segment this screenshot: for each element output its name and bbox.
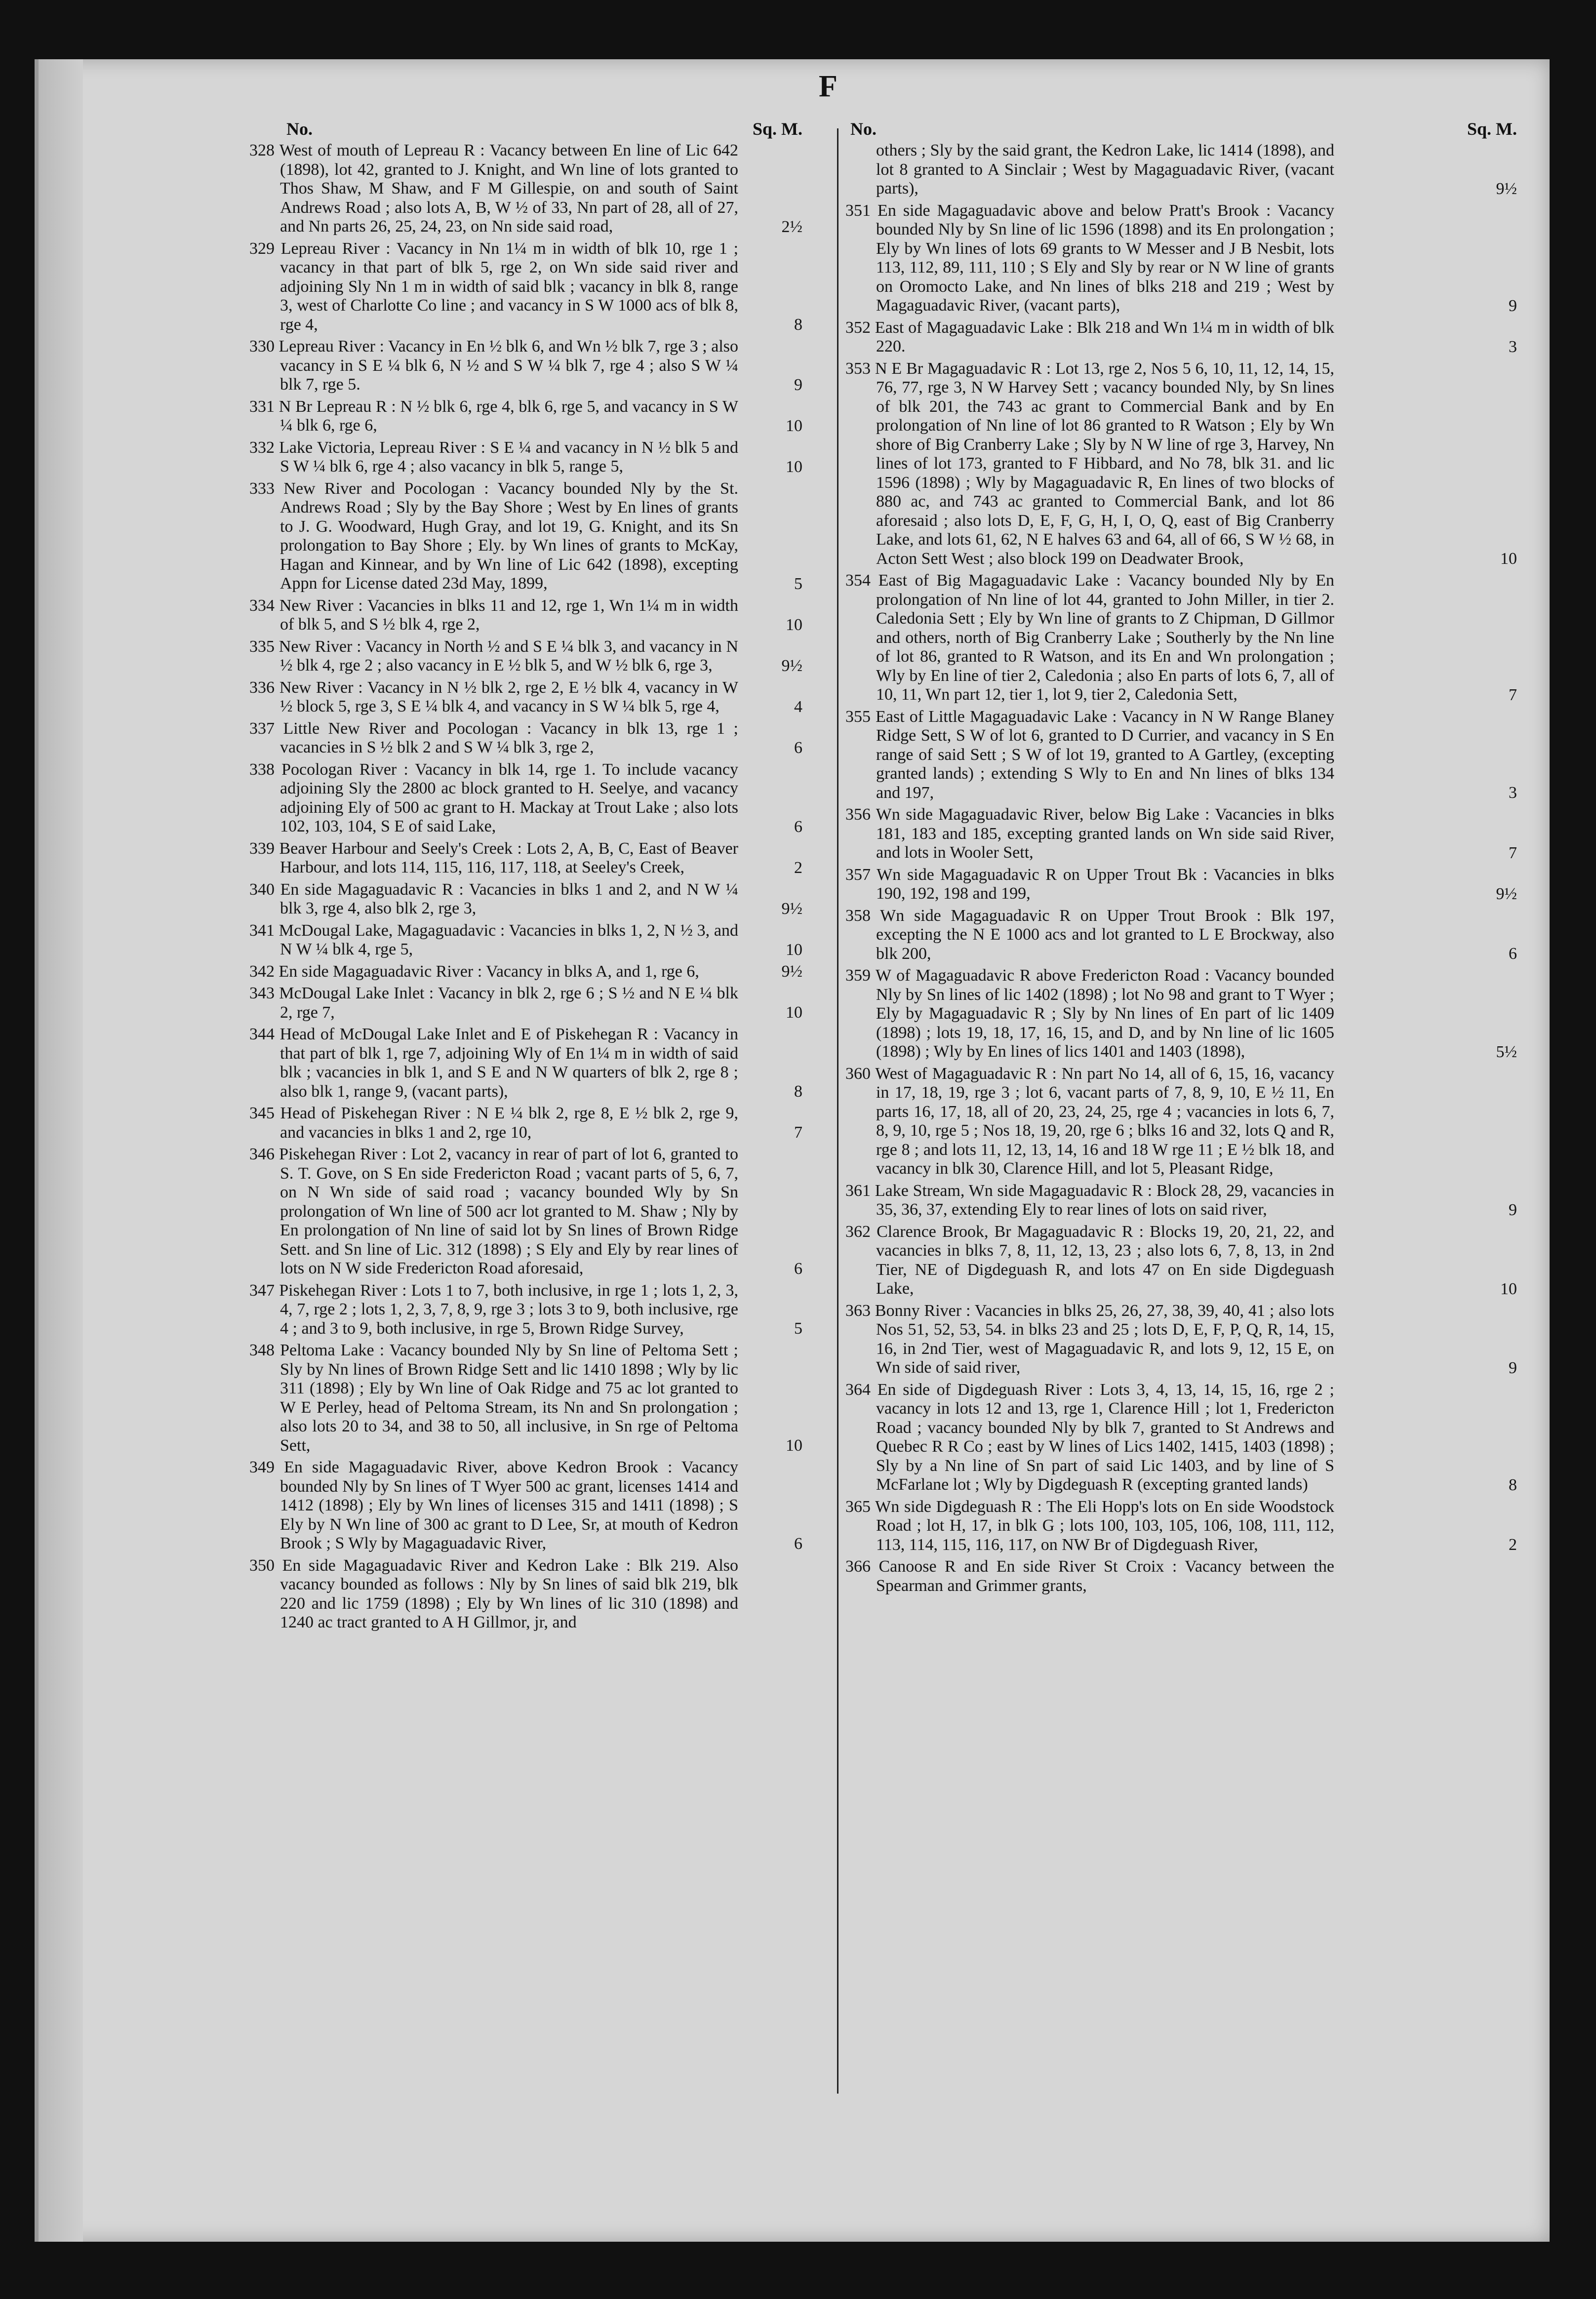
entry-number: 352 (845, 318, 871, 337)
sq-m-header: Sq. M. (1467, 119, 1517, 139)
lot-entry (249, 1281, 802, 1339)
entry-description: Lepreau River : Vacancy in En ½ blk 6, and Wn ½ blk 7, rge 3 ; also vacancy in S E ¼ blk 6, N ½ and S W ¼ blk 7, rge 4 ; also S W ¼ blk 7, rge 5. (279, 337, 738, 394)
entry-body (249, 438, 738, 476)
square-miles-value: 7 (1509, 685, 1517, 704)
lot-entry (845, 141, 1517, 198)
entry-description: En side Magaguadavic River, above Kedron Brook : Vacancy bounded Nly by Sn lines of T Wyer 500 ac grant, licenses 1414 and 1412 (1898) ; Ely by Wn lines of licenses 315 and 1411 (1898) ; S Ely by N Wn line of 300 ac grant to D Lee, Sr, at mouth of Kedron Brook ; S Wly by Magaguadavic River, (280, 1458, 738, 1552)
entry-body (845, 1381, 1334, 1495)
entry-body (249, 239, 738, 335)
square-miles-value: 9½ (781, 962, 802, 981)
entry-body (249, 760, 738, 836)
entry-number: 350 (249, 1556, 275, 1575)
entry-body (249, 1556, 738, 1632)
lot-entry (845, 805, 1517, 863)
entry-number: 351 (845, 201, 871, 220)
lot-entry (249, 921, 802, 959)
entry-body (249, 1341, 738, 1455)
entry-number: 360 (845, 1064, 871, 1083)
entry-body (249, 839, 738, 877)
square-miles-value: 9 (1509, 1200, 1517, 1219)
left-column (249, 119, 802, 1635)
lot-entry (249, 839, 802, 877)
square-miles-value: 10 (786, 940, 802, 959)
lot-entry (845, 571, 1517, 705)
lot-entry (249, 1025, 802, 1101)
lot-entry (845, 1497, 1517, 1555)
entry-description: Head of Piskehegan River : N E ¼ blk 2, rge 8, E ½ blk 2, rge 9, and vacancies in blks 1 and 2, rge 10, (280, 1104, 738, 1142)
entry-body (845, 708, 1334, 803)
square-miles-value: 6 (794, 1259, 802, 1278)
lot-entry (845, 1181, 1517, 1220)
lot-entry (249, 637, 802, 675)
entry-body (249, 719, 738, 757)
entry-description: Pocologan River : Vacancy in blk 14, rge 1. To include vacancy adjoining Sly the 2800 ac block granted to H. Seelye, and vacancy adjoining Ely of 500 ac grant to H. Mackay at Trout Lake ; also lots 102, 103, 104, S E of said Lake, (280, 760, 739, 835)
lot-entry (249, 984, 802, 1022)
entry-description: Canoose R and En side River St Croix : Vacancy between the Spearman and Grimmer grants, (876, 1557, 1335, 1595)
square-miles-value: 9½ (1496, 884, 1517, 903)
square-miles-value: 9½ (1496, 179, 1517, 198)
entry-number: 359 (845, 966, 871, 985)
lot-entry (249, 760, 802, 836)
square-miles-value: 8 (1509, 1475, 1517, 1494)
square-miles-value: 6 (794, 1534, 802, 1553)
entry-number: 331 (249, 397, 275, 416)
square-miles-value: 3 (1509, 337, 1517, 356)
entry-number: 347 (249, 1281, 275, 1300)
entry-body (845, 866, 1334, 904)
entry-body (249, 596, 738, 634)
entry-description: W of Magaguadavic R above Fredericton Road : Vacancy bounded Nly by Sn lines of lic 1402 (1898) ; lot No 98 and grant to T Wyer ; Ely by Magaguadavic R ; Sly by Nn lines of En part of lic 1409 (1898) ; lots 19, 18, 17, 16, 15, and D, and by Nn line of lic 1605 (1898) ; Wly by En lines of lics 1401 and 1403 (1898), (876, 966, 1334, 1061)
square-miles-value: 10 (786, 1436, 802, 1455)
entry-description: En side Magaguadavic River : Vacancy in blks A, and 1, rge 6, (279, 962, 699, 981)
entry-description: Piskehegan River : Lots 1 to 7, both inclusive, in rge 1 ; lots 1, 2, 3, 4, 7, rge 2 ; lots 1, 2, 3, 7, 8, 9, rge 3 ; lots 3 to 9, both inclusive, rge 4 ; and 3 to 9, both inclusive, in rge 5, Brown Ridge Survey, (279, 1281, 739, 1338)
entry-description: McDougal Lake, Magaguadavic : Vacancies in blks 1, 2, N ½ 3, and N W ¼ blk 4, rge 5, (279, 921, 739, 958)
lot-entry (249, 1458, 802, 1553)
square-miles-value: 6 (1509, 945, 1517, 963)
entry-body (249, 1145, 738, 1278)
lot-entry (249, 239, 802, 335)
entry-number: 354 (845, 571, 871, 590)
square-miles-value: 10 (1500, 1279, 1517, 1298)
lot-entry (249, 962, 802, 982)
entry-body (845, 1302, 1334, 1378)
lot-entry (249, 678, 802, 716)
square-miles-value: 9 (1509, 1358, 1517, 1377)
entry-number: 345 (249, 1104, 275, 1122)
lot-entry (249, 719, 802, 757)
entry-description: En side Magaguadavic R : Vacancies in blks 1 and 2, and N W ¼ blk 3, rge 4, also blk 2, rge 3, (280, 880, 739, 917)
entry-number: 355 (845, 707, 871, 726)
entry-body (845, 805, 1334, 863)
sq-m-header: Sq. M. (752, 119, 802, 139)
square-miles-value: 7 (1509, 843, 1517, 862)
entry-number: 336 (249, 678, 275, 697)
left-column-header (249, 119, 802, 141)
lot-entry (249, 880, 802, 918)
entry-number: 342 (249, 962, 275, 981)
square-miles-value: 10 (786, 1003, 802, 1022)
square-miles-value: 9 (794, 375, 802, 394)
entry-description: New River : Vacancy in N ½ blk 2, rge 2, E ½ blk 4, vacancy in W ½ block 5, rge 3, S E ¼ blk 4, and vacancy in S W ¼ blk 5, rge 4, (279, 678, 739, 715)
entry-body (249, 637, 738, 675)
entry-number: 363 (845, 1301, 871, 1320)
entry-body (845, 201, 1334, 316)
lot-entry (249, 1104, 802, 1142)
entry-number: 329 (249, 239, 275, 258)
entry-number: 357 (845, 865, 871, 884)
entry-description: New River : Vacancies in blks 11 and 12, rge 1, Wn 1¼ m in width of blk 5, and S ½ blk 4, rge 2, (279, 596, 738, 634)
lot-entry (249, 1556, 802, 1632)
square-miles-value: 4 (794, 697, 802, 716)
square-miles-value: 8 (794, 316, 802, 334)
entry-number: 364 (845, 1380, 871, 1399)
entry-description: others ; Sly by the said grant, the Kedron Lake, lic 1414 (1898), and lot 8 granted to A Sinclair ; West by Magaguadavic River, (vacant parts), (876, 141, 1334, 198)
entry-number: 337 (249, 719, 275, 738)
entry-description: East of Big Magaguadavic Lake : Vacancy bounded Nly by En prolongation of Nn line of lot 44, granted to John Miller, in tier 2. Caledonia Sett ; Ely by Wn line of grants to Z Chipman, D Gillmor and others, north of Big Cranberry Lake ; Southerly by the Nn line of lot 86, granted to R Watson, and its En and Wn prolongation ; Wly by En line of tier 2, Caledonia ; also En parts of lots 6, 7, all of 10, 11, Wn part 12, tier 1, lot 9, tier 2, Caledonia Sett, (876, 571, 1335, 704)
lot-entry (249, 397, 802, 436)
lot-entry (249, 438, 802, 476)
square-miles-value: 9½ (781, 899, 802, 918)
entry-body (249, 880, 738, 918)
entry-number: 330 (249, 337, 275, 356)
square-miles-value: 3 (1509, 784, 1517, 802)
entry-number: 346 (249, 1145, 275, 1163)
entry-body (845, 1182, 1334, 1220)
square-miles-value: 10 (786, 615, 802, 634)
lot-entry (845, 1301, 1517, 1378)
entry-body (845, 571, 1334, 705)
lot-entry (845, 966, 1517, 1062)
lot-entry (845, 359, 1517, 569)
entry-number: 339 (249, 839, 275, 858)
entry-description: Bonny River : Vacancies in blks 25, 26, 27, 38, 39, 40, 41 ; also lots Nos 51, 52, 53, 54. in blks 23 and 25 ; lots D, E, F, P, Q, R, 14, 15, 16, in 2nd Tier, west of Magaguadavic R, and lots 9, 12, 15 E, on Wn side of said river, (875, 1301, 1335, 1377)
entry-number: 366 (845, 1557, 871, 1576)
entry-number: 356 (845, 805, 871, 824)
entry-number: 340 (249, 880, 275, 899)
number-header: No. (850, 119, 877, 139)
entry-number: 362 (845, 1222, 871, 1241)
right-column (845, 119, 1517, 1598)
lot-entry (249, 337, 802, 395)
entry-number: 343 (249, 984, 275, 1002)
square-miles-value: 9 (1509, 296, 1517, 315)
entry-body (845, 1557, 1334, 1595)
lot-entry (845, 1065, 1398, 1179)
entry-description: Head of McDougal Lake Inlet and E of Piskehegan R : Vacancy in that part of blk 1, rge 7, adjoining Wly of En 1¼ m in width of said blk ; vacancies in blk 1, and S E and N W quarters of blk 2, rge 8 ; also blk 1, range 9, (vacant parts), (279, 1025, 739, 1101)
entry-body (249, 479, 738, 594)
entry-body (845, 141, 1334, 198)
entry-description: West of Magaguadavic R : Nn part No 14, all of 6, 15, 16, vacancy in 17, 18, 19, rge 3 ; lot 6, vacant parts of 7, 8, 9, 10, E ½ 11, En parts 16, 17, 18, all of 20, 23, 24, 25, rge 4 ; vacancies in lots 6, 7, 8, 9, 10, rge 5 ; Nos 18, 19, 20, rge 6 ; blks 16 and 32, lots Q and R, rge 8 ; and lots 11, 12, 13, 14, 16 and 18 W rge 11 ; E ½ blk 18, and vacancy in blk 30, Clarence Hill, and lot 5, Pleasant Ridge, (875, 1064, 1334, 1178)
square-miles-value: 5 (794, 1319, 802, 1338)
entry-description: West of mouth of Lepreau R : Vacancy between En line of Lic 642 (1898), lot 42, granted to J. Knight, and Wn line of lots granted to Thos Shaw, M Shaw, and F M Gillespie, on and south of Saint Andrews Road ; also lots A, B, W ½ of 33, Nn part of 28, all of 27, and Nn parts 26, 25, 24, 23, on Nn side said road, (279, 141, 738, 236)
number-header: No. (286, 119, 313, 139)
lot-entry (249, 141, 802, 237)
entry-number: 334 (249, 596, 275, 615)
page-letter: F (819, 70, 838, 103)
entry-description: Lepreau River : Vacancy in Nn 1¼ m in width of blk 10, rge 1 ; vacancy in that part of blk 5, rge 2, on Wn side said river and adjoining Sly Nn 1 m in width of said blk ; vacancy in blk 8, range 3, west of Charlotte Co line ; and vacancy in S W 1000 acs of blk 8, rge 4, (280, 239, 739, 334)
entry-body (845, 1223, 1334, 1299)
entry-number: 353 (845, 359, 871, 378)
entry-body (249, 141, 738, 237)
entry-number: 365 (845, 1497, 871, 1516)
right-column-header (845, 119, 1517, 141)
entry-description: Peltoma Lake : Vacancy bounded Nly by Sn line of Peltoma Sett ; Sly by Nn lines of Brown Ridge Sett and lic 1410 1898 ; Wly by lic 311 (1898) ; Ely by Wn line of Oak Ridge and 75 ac lot granted to W E Perley, head of Peltoma Stream, its Nn and Sn prolongation ; also lots 20 to 34, and 38 to 50, all inclusive, in Sn rge of Peltoma Sett, (280, 1341, 739, 1455)
entry-description: Wn side Magaguadavic R on Upper Trout Bk : Vacancies in blks 190, 192, 198 and 199, (876, 865, 1335, 903)
square-miles-value: 10 (786, 457, 802, 476)
lot-entry (845, 1222, 1517, 1299)
square-miles-value: 10 (1500, 550, 1517, 568)
entry-description: Wn side Digdeguash R : The Eli Hopp's lots on En side Woodstock Road ; lot H, 17, in blk G ; lots 100, 103, 105, 106, 108, 111, 112, 113, 114, 115, 116, 117, on NW Br of Digdeguash River, (875, 1497, 1334, 1554)
lot-entry (845, 906, 1517, 964)
square-miles-value: 6 (794, 817, 802, 836)
entry-body (249, 962, 738, 982)
entry-body (845, 318, 1334, 357)
entry-number: 358 (845, 906, 871, 925)
entry-body (249, 1281, 738, 1339)
lot-entry (845, 318, 1517, 357)
entry-body (249, 1458, 738, 1553)
lot-entry (845, 201, 1517, 316)
lot-entry (249, 1145, 802, 1278)
entry-description: Lake Stream, Wn side Magaguadavic R : Block 28, 29, vacancies in 35, 36, 37, extending Ely to rear lines of lots on said river, (875, 1181, 1334, 1219)
entry-description: N E Br Magaguadavic R : Lot 13, rge 2, Nos 5 6, 10, 11, 12, 14, 15, 76, 77, rge 3, N W Harvey Sett ; vacancy bounded Nly, by Sn lines of blk 201, the 743 ac grant to Commercial Bank and by En prolongation of Nn line of lot 86 granted to R Watson ; Ely by Wn shore of Big Cranberry Lake ; Sly by N W line of rge 3, Harvey, Nn lines of lot 173, granted to F Hibbard, and No 78, blk 31. and lic 1596 (1898) ; Wly by Magaguadavic R, En lines of two blocks of 880 ac, and 743 ac granted to Commercial Bank, and lot 86 aforesaid ; also lots D, E, F, G, H, I, O, Q, east of Big Cranberry Lake, and lots 61, 62, N E halves 63 and 64, all of 66, S W ½ 68, in Acton Sett West ; also block 199 on Deadwater Brook, (875, 359, 1334, 568)
entry-description: McDougal Lake Inlet : Vacancy in blk 2, rge 6 ; S ½ and N E ¼ blk 2, rge 7, (279, 984, 739, 1022)
entry-number: 338 (249, 760, 275, 779)
entry-description: Clarence Brook, Br Magaguadavic R : Blocks 19, 20, 21, 22, and vacancies in blks 7, 8, 11, 12, 13, 23 ; also lots 6, 7, 8, 13, in 2nd Tier, NE of Digdeguash R, and lots 47 on En side Digdeguash Lake, (876, 1222, 1334, 1298)
lot-entry (845, 1380, 1517, 1495)
entry-body (845, 1065, 1334, 1179)
entry-description: New River : Vacancy in North ½ and S E ¼ blk 3, and vacancy in N ½ blk 4, rge 2 ; also vacancy in E ½ blk 5, and W ½ blk 6, rge 3, (279, 637, 739, 674)
square-miles-value: 6 (794, 738, 802, 757)
lot-entry (249, 1341, 802, 1455)
square-miles-value: 5½ (1496, 1042, 1517, 1061)
entry-number: 361 (845, 1181, 871, 1200)
entry-body (845, 966, 1334, 1062)
entry-body (845, 359, 1334, 569)
entry-number: 335 (249, 637, 275, 656)
entry-body (249, 1025, 738, 1101)
entry-body (845, 907, 1334, 964)
square-miles-value: 5 (794, 574, 802, 593)
entry-body (249, 337, 738, 395)
square-miles-value: 9½ (781, 656, 802, 675)
entry-description: En side Magaguadavic River and Kedron Lake : Blk 219. Also vacancy bounded as follows : Nly by Sn lines of said blk 219, blk 220 and lic 1759 (1898) ; Ely by Wn lines of lic 310 (1898) and 1240 ac tract granted to A H Gillmor, jr, and (280, 1556, 738, 1631)
column-divider (837, 128, 838, 2094)
entry-number: 344 (249, 1025, 275, 1043)
page-binding-edge (39, 59, 83, 2242)
entry-body (845, 1498, 1334, 1555)
entry-description: En side Magaguadavic above and below Pratt's Brook : Vacancy bounded Nly by Sn line of lic 1596 (1898) and its En prolongation ; Ely by Wn lines of lots 69 grants to W Messer and J B Nesbit, lots 113, 112, 89, 111, 110 ; S Ely and Sly by rear or N W line of grants on Oromocto Lake, and Nn lines of blks 218 and 219 ; West by Magaguadavic River, (vacant parts), (876, 201, 1334, 315)
entry-description: Piskehegan River : Lot 2, vacancy in rear of part of lot 6, granted to S. T. Gove, on S En side Fredericton Road ; vacant parts of 5, 6, 7, on N Wn side of said road ; vacancy bounded Wly by Sn prolongation of Wn line of 500 acr lot granted to M. Shaw ; Nly by En prolongation of Nn line of said lot by Sn lines of Brown Ridge Sett. and Sn line of Lic. 312 (1898) ; S Ely and Ely by rear lines of lots on N W side Fredericton Road aforesaid, (279, 1145, 738, 1277)
entry-number: 341 (249, 921, 275, 940)
entry-description: En side of Digdeguash River : Lots 3, 4, 13, 14, 15, 16, rge 2 ; vacancy in lots 12 and 13, rge 1, Clarence Hill ; lot 1, Fredericton Road ; vacancy bounded Nly by blk 7, granted to St Andrews and Quebec R R Co ; east by W lines of Lics 1402, 1415, 1403 (1898) ; Sly by a Nn line of Sn part of said Lic 1403, and by line of S McFarlane lot ; Wly by Digdeguash R (excepting granted lands) (876, 1380, 1335, 1494)
entry-body (249, 397, 738, 436)
entry-body (249, 678, 738, 716)
entry-description: New River and Pocologan : Vacancy bounded Nly by the St. Andrews Road ; Sly by the Bay Shore ; West by En lines of grants to J. G. Woodward, Hugh Gray, and lot 19, G. Knight, and its Sn prolongation to Bay Shore ; Ely. by Wn lines of grants to McKay, Hagan and Kinnear, and by Wn line of Lic 642 (1898), excepting Appn for License dated 23d May, 1899, (280, 479, 739, 593)
entry-number: 328 (249, 141, 275, 159)
lot-entry (845, 865, 1517, 904)
entry-description: Beaver Harbour and Seely's Creek : Lots 2, A, B, C, East of Beaver Harbour, and lots 114, 115, 116, 117, 118, at Seeley's Creek, (279, 839, 738, 876)
square-miles-value: 2 (1509, 1536, 1517, 1554)
entry-description: Wn side Magaguadavic River, below Big Lake : Vacancies in blks 181, 183 and 185, excepting granted lands on Wn side said River, and lots in Wooler Sett, (876, 805, 1334, 862)
entry-description: Little New River and Pocologan : Vacancy in blk 13, rge 1 ; vacancies in S ½ blk 2 and S W ¼ blk 3, rge 2, (280, 719, 738, 756)
entry-description: East of Magaguadavic Lake : Blk 218 and Wn 1¼ m in width of blk 220. (875, 318, 1335, 356)
lot-entry (845, 707, 1517, 803)
square-miles-value: 10 (786, 416, 802, 435)
entry-number: 332 (249, 438, 275, 457)
entry-number: 349 (249, 1458, 275, 1476)
entry-number: 333 (249, 479, 275, 498)
entry-description: N Br Lepreau R : N ½ blk 6, rge 4, blk 6, rge 5, and vacancy in S W ¼ blk 6, rge 6, (279, 397, 739, 435)
lot-entry (845, 1557, 1398, 1595)
entry-body (249, 921, 738, 959)
entry-body (249, 1104, 738, 1142)
entry-body (249, 984, 738, 1022)
lot-entry (249, 479, 802, 594)
square-miles-value: 8 (794, 1082, 802, 1101)
square-miles-value: 7 (794, 1123, 802, 1142)
lot-entry (249, 596, 802, 634)
entry-number: 348 (249, 1341, 275, 1359)
entry-description: East of Little Magaguadavic Lake : Vacancy in N W Range Blaney Ridge Sett, S W of lot 6, granted to D Currier, and vacancy in S En range of said Sett ; S W of lot 19, granted to A Gartley, (excepting granted lands) ; extending S Wly to En and Nn lines of blks 134 and 197, (876, 707, 1335, 802)
entry-description: Wn side Magaguadavic R on Upper Trout Brook : Blk 197, excepting the N E 1000 acs and lot granted to L E Brockway, also blk 200, (876, 906, 1335, 963)
square-miles-value: 2½ (781, 217, 802, 236)
square-miles-value: 2 (794, 858, 802, 877)
entry-description: Lake Victoria, Lepreau River : S E ¼ and vacancy in N ½ blk 5 and S W ¼ blk 6, rge 4 ; also vacancy in blk 5, range 5, (279, 438, 739, 476)
